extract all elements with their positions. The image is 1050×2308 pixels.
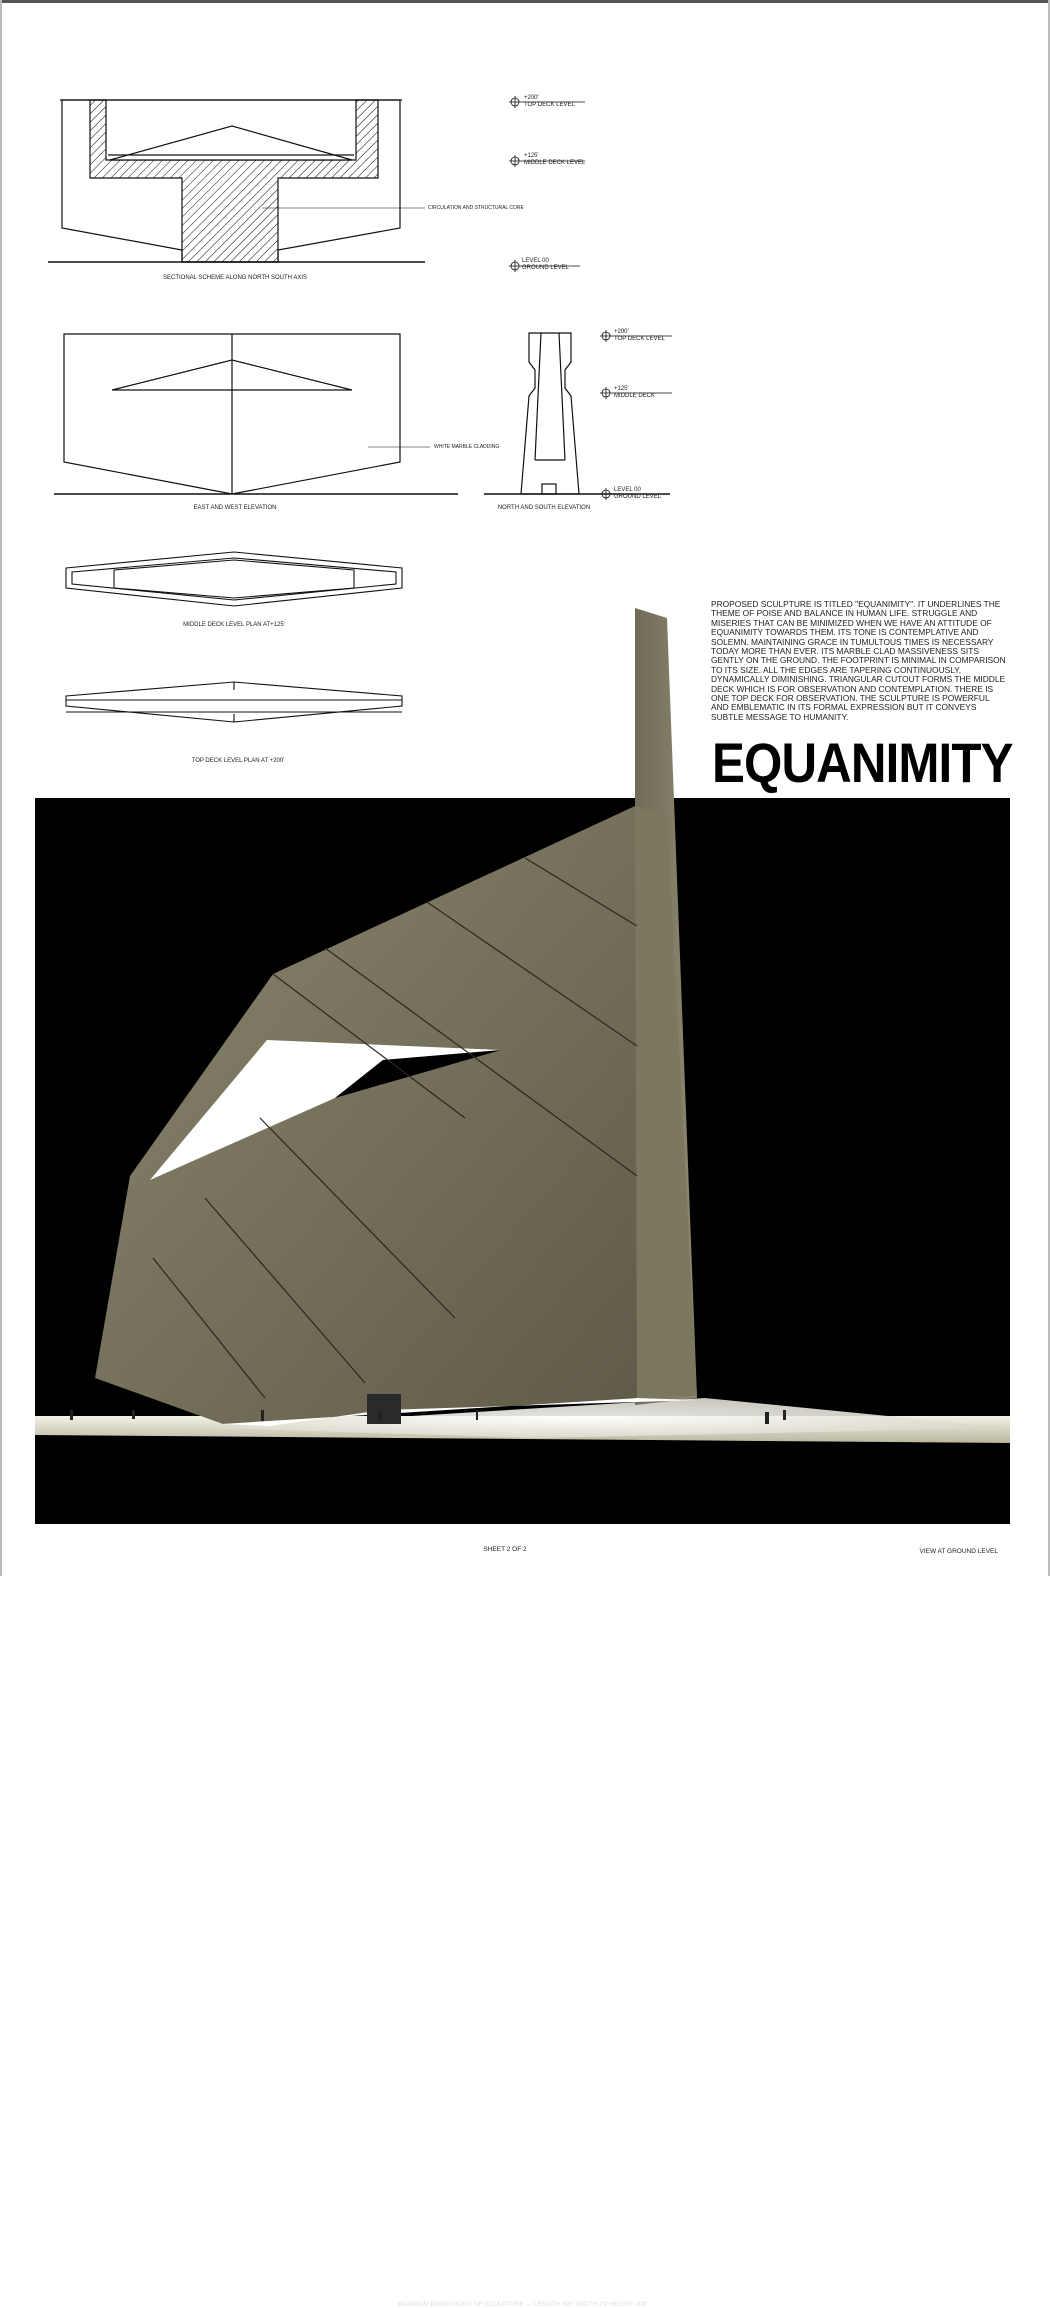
project-description: PROPOSED SCULPTURE IS TITLED "EQUANIMITY". IT UNDERLINES THE THEME OF POISE AND BALANCE IN HUMAN LIFE. STRUGGLE AND MISERIES THAT CAN BE MINIMIZED WHEN WE HAVE AN ATTITUDE OF EQUANIMITY TOWARDS THEM. ITS TONE IS CONTEMPLATIVE AND SOLEMN. MAINTAINING GRACE IN TUMULTOUS TIMES IS NECESSARY TODAY MORE THAN EVER. ITS MARBLE CLAD MASSIVENESS SITS GENTLY ON THE GROUND. THE FOOTPRINT IS MINIMAL IN COMPARISON TO ITS SIZE. ALL THE EDGES ARE TAPERING CONTINUOUSLY, DYNAMICALLY DIMINISHING. TRIANGULAR CUTOUT FORMS THE MIDDLE DECK WHICH IS FOR OBSERVATION AND CONTEMPLATION. THERE IS ONE TOP DECK FOR OBSERVATION. THE SCULPTURE IS POWERFUL AND EMBLEMATIC IN ITS FORMAL EXPRESSION BUT IT CONVEYS SUBTLE MESSAGE TO HUMANITY. xyxy=(711,599,1006,722)
section-level-top: +200' TOP DECK LEVEL xyxy=(524,95,575,108)
ns-level-middle: +125' MIDDLE DECK xyxy=(614,386,656,399)
ns-level-top: +200' TOP DECK LEVEL xyxy=(614,329,665,342)
sheet-number: SHEET 2 OF 2 xyxy=(483,1546,527,1553)
render-caption: MAXIMUM DIMENSIONS OF SCULPTURE --- LENGTH 420' WIDTH 70' HEIGHT 200' xyxy=(397,2301,648,2308)
north-south-level-markers xyxy=(600,330,672,500)
section-drawing xyxy=(48,100,425,262)
north-south-caption: NORTH AND SOUTH ELEVATION xyxy=(497,505,591,511)
east-west-caption: EAST AND WEST ELEVATION xyxy=(193,505,277,511)
middle-deck-plan xyxy=(66,552,402,606)
view-label: VIEW AT GROUND LEVEL xyxy=(919,1548,998,1555)
sculpture-edge-face xyxy=(635,806,697,1398)
north-south-elevation xyxy=(484,333,670,494)
top-deck-plan xyxy=(66,682,402,722)
core-note: CIRCULATION AND STRUCTURAL CORE xyxy=(428,205,524,211)
cladding-note: WHITE MARBLE CLADDING xyxy=(434,444,500,450)
east-west-elevation xyxy=(54,334,458,494)
section-level-ground: LEVEL 00 GROUND LEVEL xyxy=(522,258,570,271)
section-level-markers xyxy=(509,96,585,272)
entrance-block xyxy=(367,1394,401,1424)
sculpture-main-face xyxy=(95,806,637,1424)
middle-plan-caption: MIDDLE DECK LEVEL PLAN AT+125' xyxy=(183,622,285,628)
section-caption: SECTIONAL SCHEME ALONG NORTH SOUTH AXIS xyxy=(162,275,308,281)
section-level-middle: +125' MIDDLE DECK LEVEL xyxy=(524,153,586,166)
project-title: EQUANIMITY xyxy=(712,731,1013,794)
top-plan-caption: TOP DECK LEVEL PLAN AT +200' xyxy=(191,758,285,764)
ns-level-ground: LEVEL 00 GROUND LEVEL xyxy=(614,487,662,500)
sculpture-render xyxy=(35,798,1010,1524)
